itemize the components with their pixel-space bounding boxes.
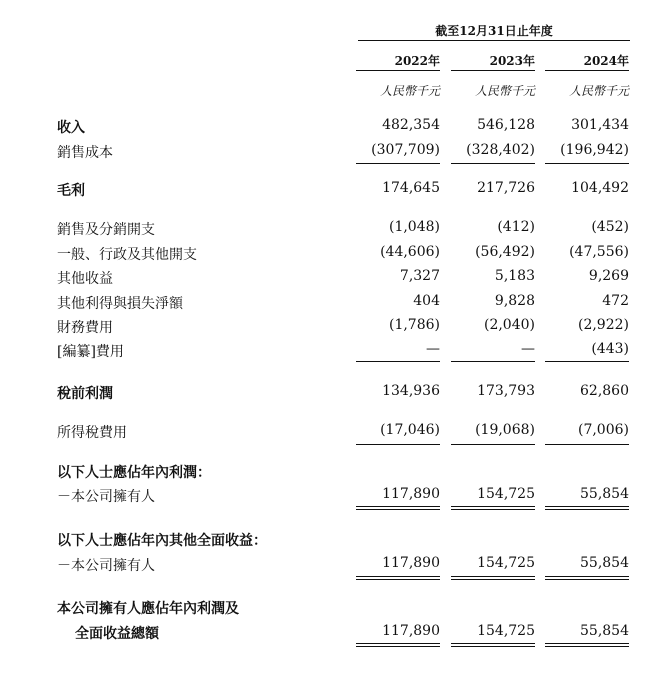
subtotal-rule — [356, 163, 440, 164]
row-value: 301,434 — [571, 117, 629, 133]
row-value: (443) — [591, 341, 629, 357]
total-double-rule — [451, 643, 535, 647]
row-value: 9,828 — [494, 293, 535, 309]
row-value: 482,354 — [382, 117, 440, 133]
unit-label: 人民幣千元 — [568, 84, 629, 98]
year-rule — [356, 70, 440, 71]
row-value: 117,890 — [382, 623, 440, 639]
row-value: 154,725 — [477, 555, 535, 571]
row-value: (56,492) — [475, 244, 535, 260]
row-value: (1,786) — [388, 317, 440, 333]
row-label: －本公司擁有人 — [57, 489, 155, 505]
row-value: 546,128 — [477, 117, 535, 133]
row-label: 一般、行政及其他開支 — [57, 247, 197, 263]
subtotal-rule — [356, 444, 440, 445]
row-label: 稅前利潤 — [57, 386, 113, 402]
total-double-rule — [451, 576, 535, 580]
subtotal-rule — [451, 361, 535, 362]
row-value: (196,942) — [560, 142, 629, 158]
row-label: －本公司擁有人 — [57, 558, 155, 574]
year-header-2023: 2023年 — [489, 54, 535, 68]
row-label: 收入 — [57, 120, 85, 136]
row-value: (7,006) — [577, 422, 629, 438]
row-value: 55,854 — [580, 623, 629, 639]
row-label: 所得稅費用 — [57, 425, 127, 441]
row-value: 472 — [602, 293, 629, 309]
total-double-rule — [451, 506, 535, 510]
total-double-rule — [545, 643, 629, 647]
row-value: 55,854 — [580, 486, 629, 502]
year-header-2024: 2024年 — [583, 54, 629, 68]
row-value: 154,725 — [477, 623, 535, 639]
row-label: 以下人士應佔年內利潤： — [57, 465, 211, 481]
subtotal-rule — [545, 361, 629, 362]
row-value: (328,402) — [466, 142, 535, 158]
header-rule — [358, 40, 630, 41]
unit-label: 人民幣千元 — [379, 84, 440, 98]
row-value: 217,726 — [477, 180, 535, 196]
row-label: 以下人士應佔年內其他全面收益： — [57, 533, 267, 549]
subtotal-rule — [451, 163, 535, 164]
row-value: — — [521, 341, 535, 357]
row-label: 其他利得與損失淨額 — [57, 296, 183, 312]
row-label: 其他收益 — [57, 271, 113, 287]
row-label: [編纂]費用 — [57, 344, 124, 360]
row-value: — — [426, 341, 440, 357]
row-label: 財務費用 — [57, 320, 113, 336]
row-value: 104,492 — [571, 180, 629, 196]
total-double-rule — [356, 576, 440, 580]
row-value: 5,183 — [494, 268, 535, 284]
row-value: (307,709) — [371, 142, 440, 158]
row-label: 銷售及分銷開支 — [57, 222, 155, 238]
subtotal-rule — [545, 444, 629, 445]
year-header-2022: 2022年 — [394, 54, 440, 68]
row-value: 117,890 — [382, 555, 440, 571]
row-value: 173,793 — [477, 383, 535, 399]
total-double-rule — [545, 506, 629, 510]
row-value: 174,645 — [382, 180, 440, 196]
total-double-rule — [356, 643, 440, 647]
row-value: 55,854 — [580, 555, 629, 571]
row-value: 117,890 — [382, 486, 440, 502]
row-label: 毛利 — [57, 183, 85, 199]
row-label: 全面收益總額 — [75, 626, 159, 642]
subtotal-rule — [356, 361, 440, 362]
period-header: 截至12月31日止年度 — [435, 24, 553, 38]
row-value: 7,327 — [399, 268, 440, 284]
row-label: 本公司擁有人應佔年內利潤及 — [57, 601, 239, 617]
row-value: (452) — [591, 219, 629, 235]
unit-label: 人民幣千元 — [474, 84, 535, 98]
row-value: 62,860 — [580, 383, 629, 399]
year-rule — [451, 70, 535, 71]
row-value: (44,606) — [380, 244, 440, 260]
row-label: 銷售成本 — [57, 145, 113, 161]
row-value: (2,040) — [483, 317, 535, 333]
row-value: 154,725 — [477, 486, 535, 502]
row-value: 9,269 — [588, 268, 629, 284]
row-value: 134,936 — [382, 383, 440, 399]
row-value: (17,046) — [380, 422, 440, 438]
row-value: (1,048) — [388, 219, 440, 235]
total-double-rule — [356, 506, 440, 510]
subtotal-rule — [451, 444, 535, 445]
row-value: (19,068) — [475, 422, 535, 438]
row-value: (47,556) — [569, 244, 629, 260]
subtotal-rule — [545, 163, 629, 164]
row-value: (2,922) — [577, 317, 629, 333]
year-rule — [545, 70, 629, 71]
total-double-rule — [545, 576, 629, 580]
row-value: (412) — [497, 219, 535, 235]
row-value: 404 — [413, 293, 440, 309]
